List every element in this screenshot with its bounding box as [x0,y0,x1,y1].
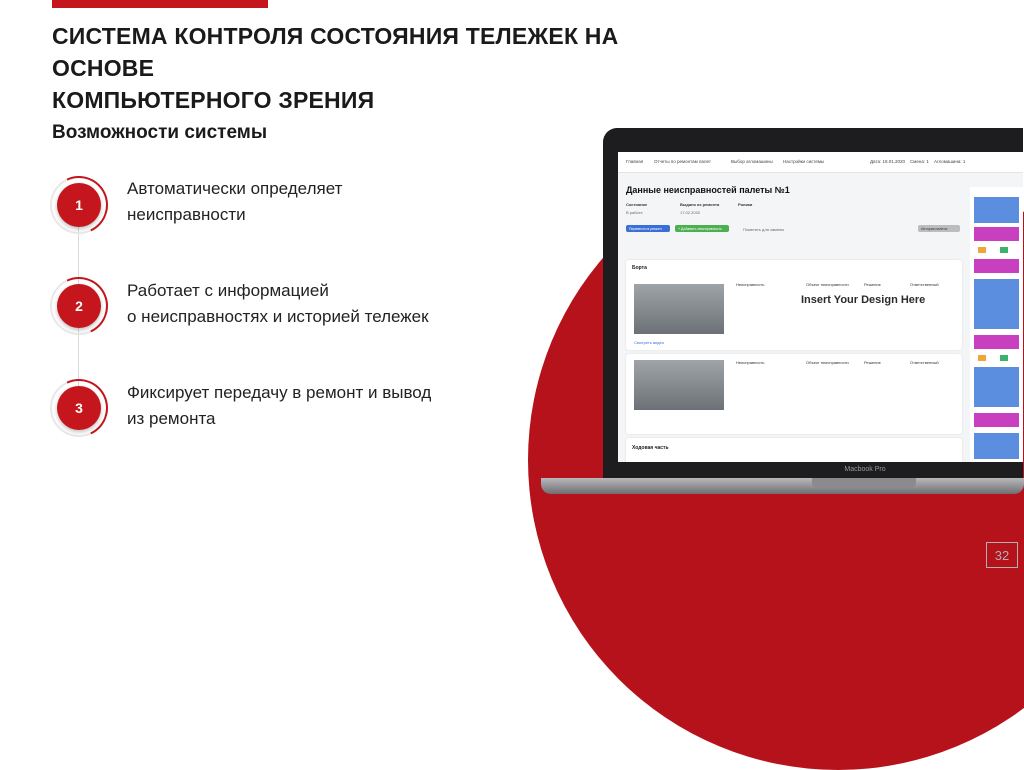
screen-repair-button[interactable]: Перевести в ремонт [626,225,670,232]
screen-card-sides-2 [626,354,962,434]
page-number: 32 [986,542,1018,568]
screen-repair-label: Выдано из ремонта [680,202,720,207]
section-subtitle: Возможности системы [52,122,268,143]
step-2-text [127,278,487,330]
screen-pallet-diagram [970,187,1023,462]
screen-col-decision: Решение [864,282,881,287]
screen-add-fault-button[interactable]: + Добавить неисправность [675,225,729,232]
pallet-diagram-graphic [970,187,1023,462]
screen-col-responsible: Ответственный [910,282,939,287]
screen-card-chassis [626,438,962,462]
step-3-line1: Фиксирует передачу в ремонт и вывод [127,383,432,402]
screen-machine: Агломашина: 1 [934,159,966,164]
screen-photo-1 [634,284,724,334]
screen-col-decision-2: Решение [864,360,881,365]
step-1-badge [50,176,108,234]
screen-col-object-2: Объект неисправности [806,360,849,365]
screen-repair-value: 17.02.2020 [680,210,701,215]
step-2-badge [50,277,108,335]
laptop-screen [618,152,1023,462]
top-accent-bar [52,0,268,8]
screen-col-fault: Неисправность [736,282,765,287]
screen-nav-reports: Отчеты по ремонтам палет [654,159,711,164]
step-3-text [127,380,487,432]
screen-col-fault-2: Неисправность [736,360,765,365]
step-3-number: 3 [57,386,101,430]
screen-heading: Данные неисправностей палеты №1 [626,185,790,195]
screen-replace-toggle-label: Пометить для замены [743,227,785,232]
step-1-line1: Автоматически определяет [127,179,343,198]
step-3-line2: из ремонта [127,409,216,428]
step-2-line2: о неисправностях и историей тележек [127,307,429,326]
screen-section-chassis: Ходовая часть [632,445,669,451]
screen-photo-2 [634,360,724,410]
screen-state-value: В работе [626,210,643,215]
laptop-notch [812,478,916,488]
step-2-line1: Работает с информацией [127,281,329,300]
screen-col-responsible-2: Ответственный [910,360,939,365]
screen-section-sides: Борта [632,265,647,271]
step-1-number: 1 [57,183,101,227]
screen-col-object: Объект неисправности [806,282,849,287]
screen-rollers-label: Ролики [738,202,753,207]
screen-shift: Смена: 1 [910,159,929,164]
screen-nav-settings: Настройки системы [783,159,825,164]
slide-title-line2: КОМПЬЮТЕРНОГО ЗРЕНИЯ [52,87,375,113]
screen-nav-bar [618,152,1023,173]
laptop-base [541,478,1024,494]
design-placeholder-text: Insert Your Design Here [801,294,926,306]
laptop-model-label: Macbook Pro [844,466,886,473]
step-1-text [127,176,487,228]
screen-show-video-link[interactable]: Смотреть видео [634,340,665,345]
screen-state-label: Состояние [626,202,648,207]
screen-history-button[interactable]: История палеты [918,225,960,232]
slide-title [52,20,692,116]
slide-title-line1: СИСТЕМА КОНТРОЛЯ СОСТОЯНИЯ ТЕЛЕЖЕК НА ОСНОВЕ [52,23,619,81]
screen-date: Дата: 18.01.2020 [870,159,905,164]
step-1-line2: неисправности [127,205,246,224]
step-3-badge [50,379,108,437]
step-2-number: 2 [57,284,101,328]
screen-nav-machine: Выбор агломашины [731,159,773,164]
screen-nav-home: Главная [626,159,644,164]
